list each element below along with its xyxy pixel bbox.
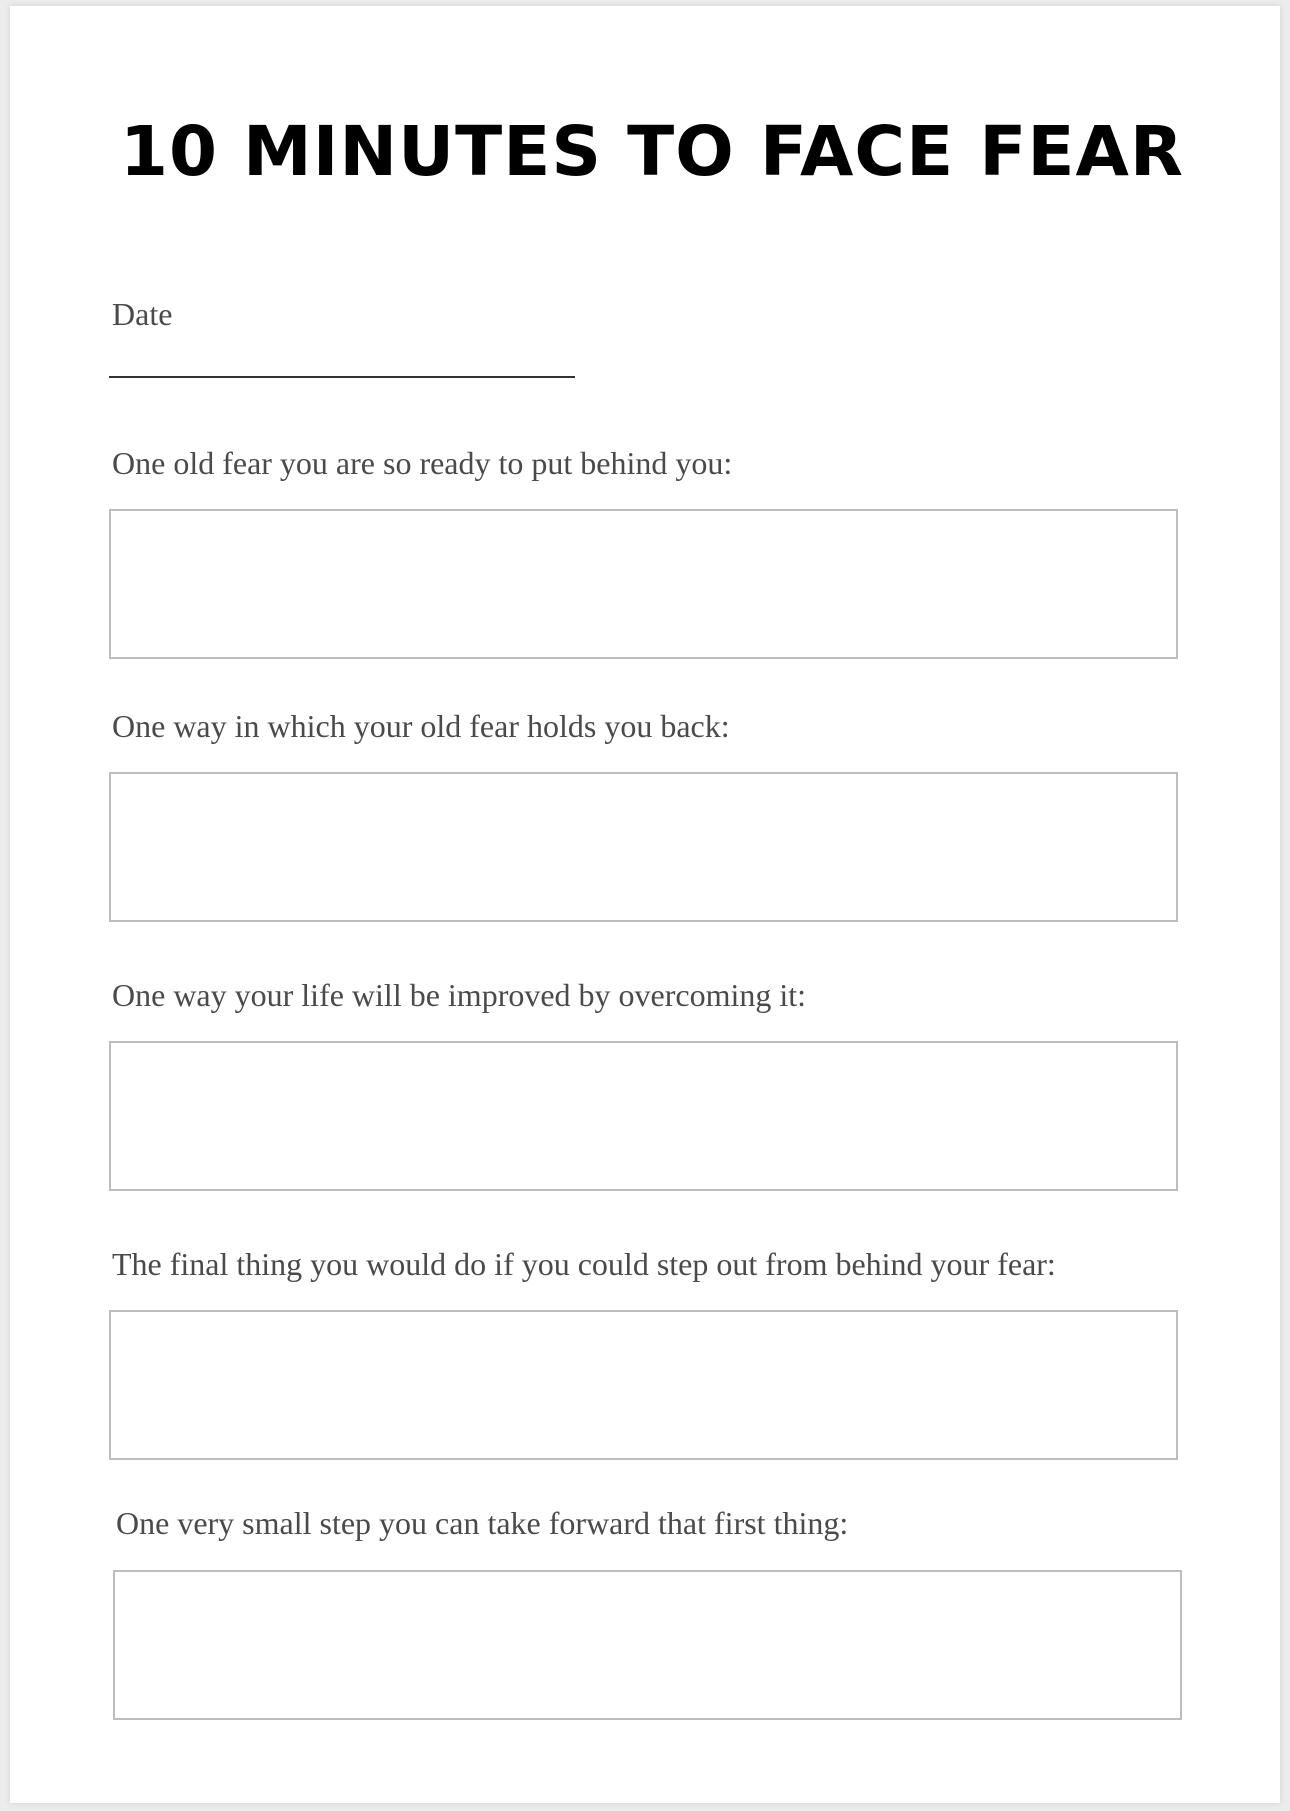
page-title: 10 MINUTES TO FACE FEAR: [120, 112, 1185, 192]
date-line[interactable]: [109, 376, 575, 378]
answer-box-5[interactable]: [113, 1570, 1182, 1720]
prompt-2-label: One way in which your old fear holds you back:: [112, 708, 730, 744]
prompt-3-label: One way your life will be improved by overcoming it:: [112, 977, 807, 1013]
answer-box-1[interactable]: [109, 509, 1178, 659]
prompt-5-label: One very small step you can take forward that first thing:: [116, 1505, 849, 1541]
answer-box-4[interactable]: [109, 1310, 1178, 1460]
date-label: Date: [112, 296, 173, 332]
prompt-1-label: One old fear you are so ready to put behind you:: [112, 445, 733, 481]
worksheet-page: [10, 6, 1280, 1803]
prompt-4-label: The final thing you would do if you could step out from behind your fear:: [112, 1246, 1056, 1282]
answer-box-3[interactable]: [109, 1041, 1178, 1191]
answer-box-2[interactable]: [109, 772, 1178, 922]
